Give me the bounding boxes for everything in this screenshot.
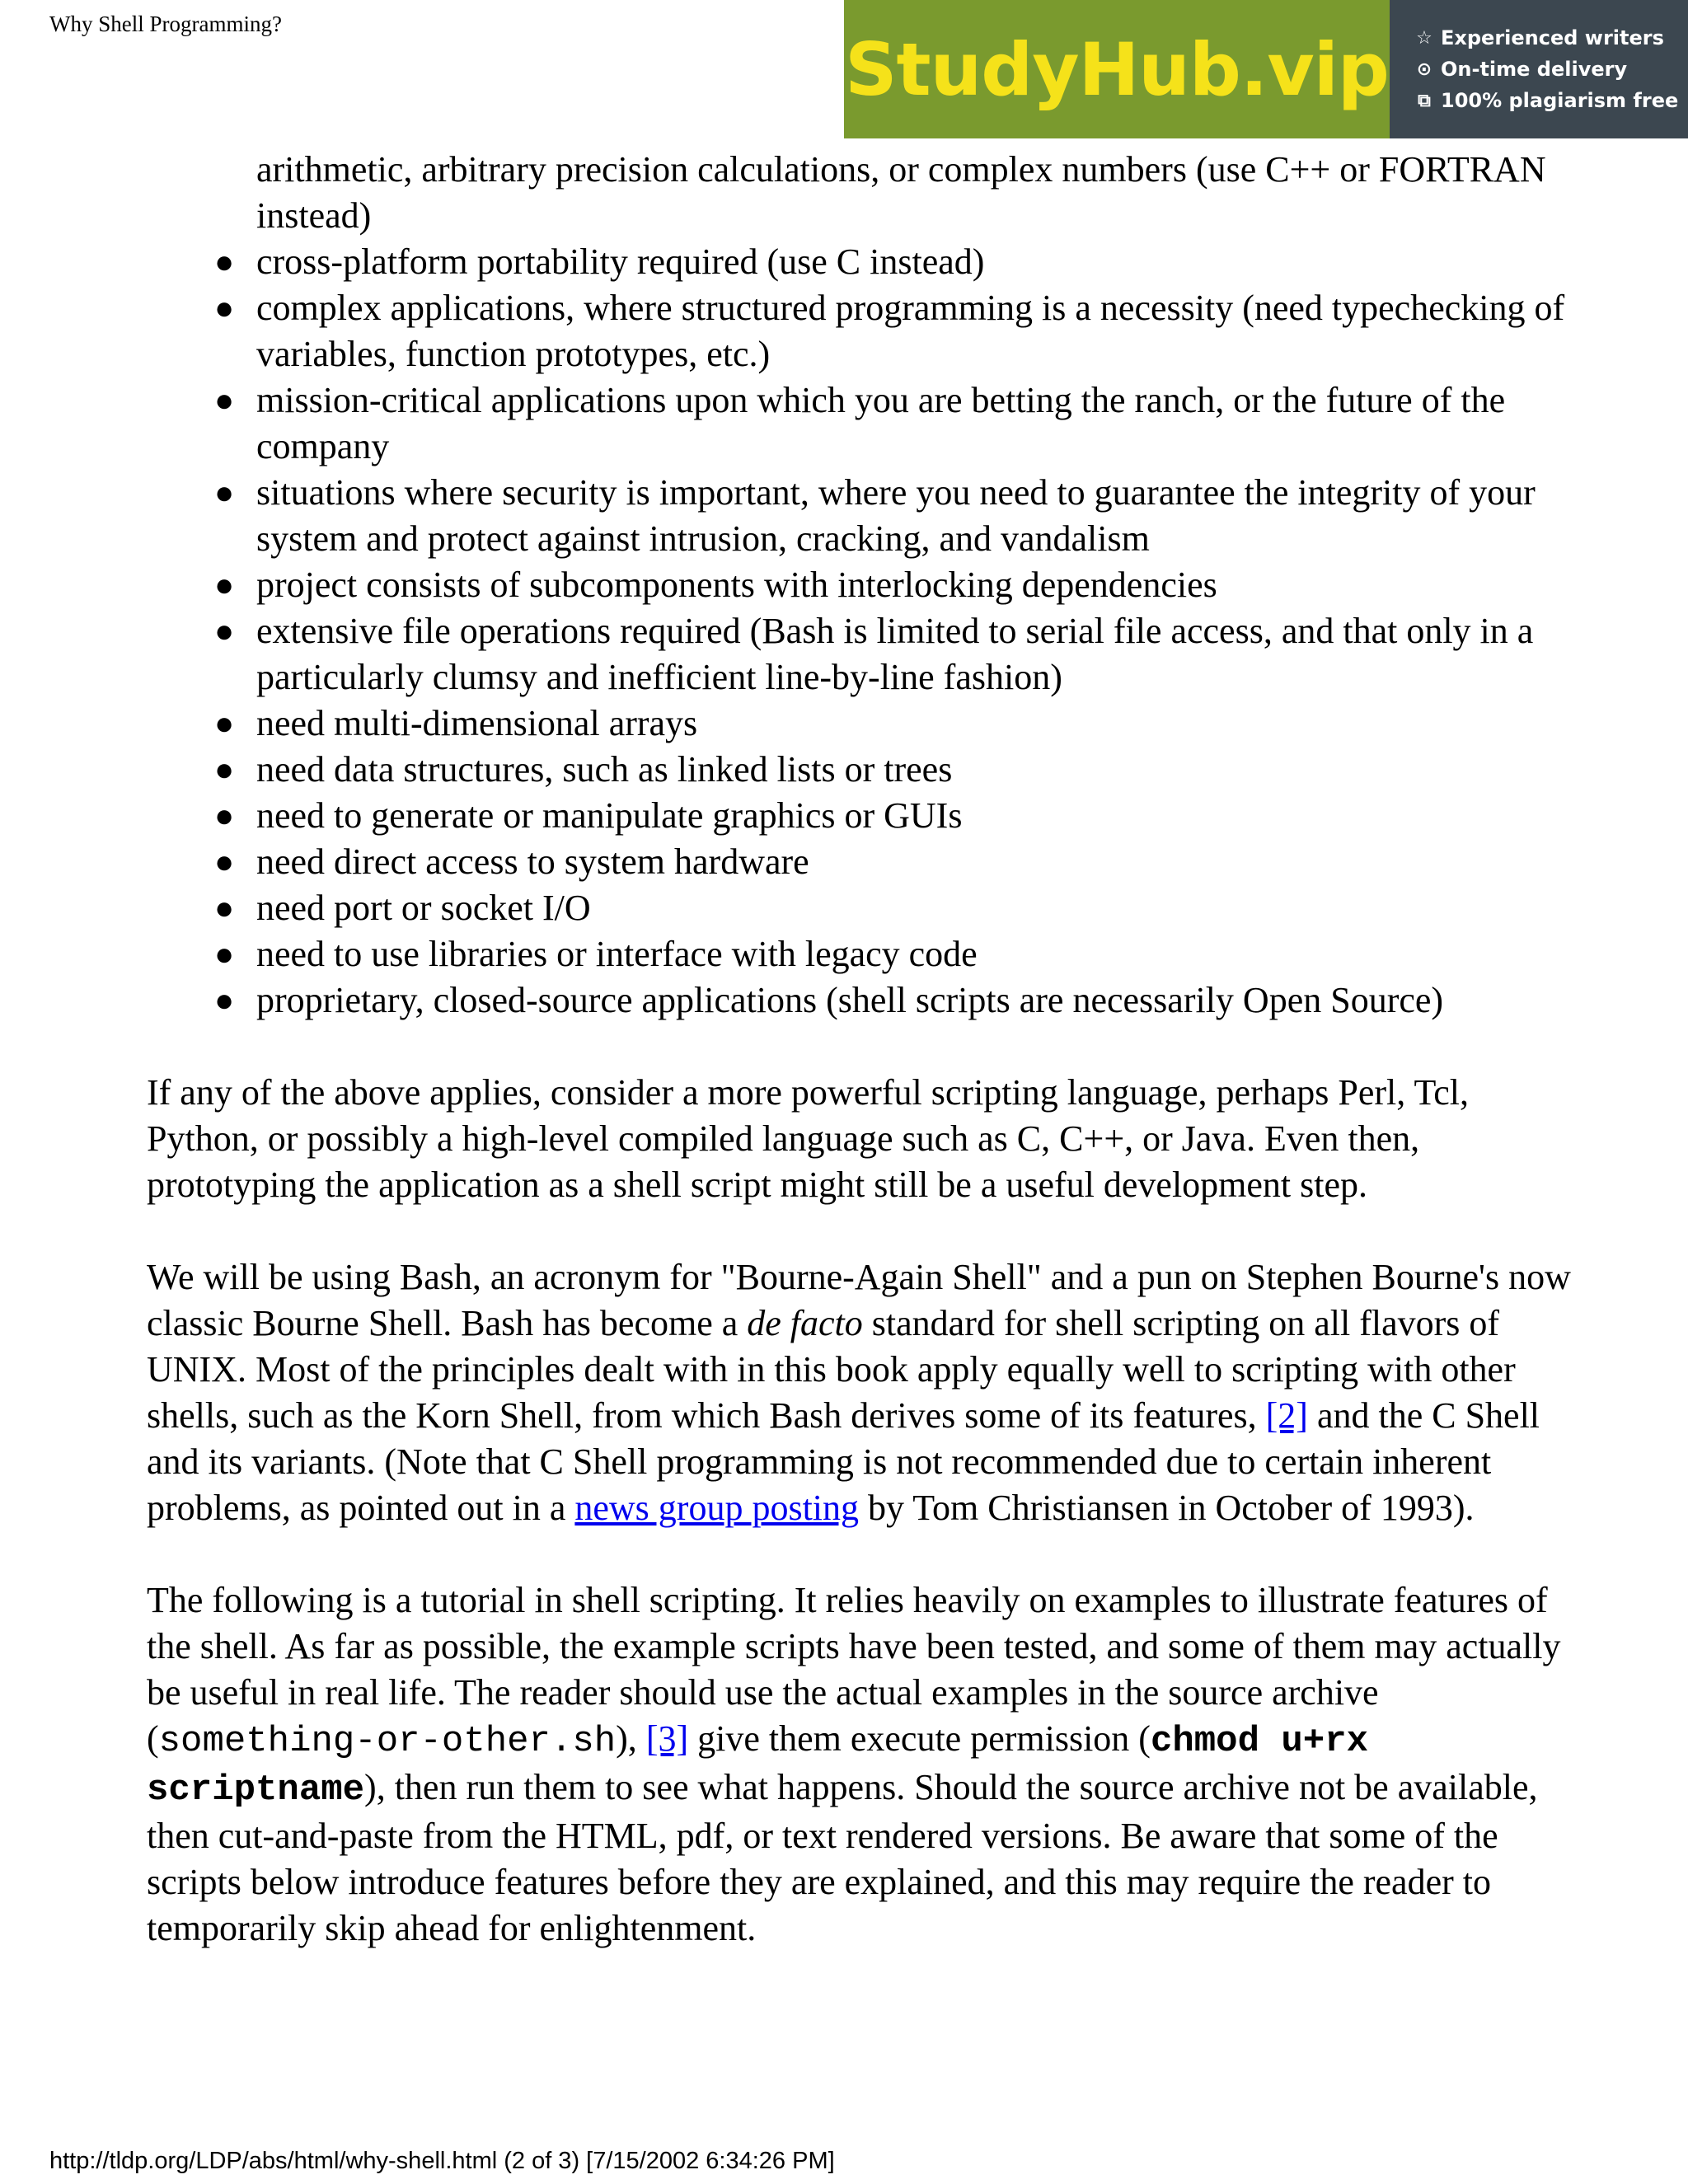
bullet-icon: ● — [214, 474, 235, 511]
bullet-icon: ● — [214, 289, 235, 326]
banner-features — [1390, 0, 1688, 138]
bullet-icon: ● — [214, 612, 235, 649]
list-item: ● project consists of subcomponents with interlocking dependencies — [147, 562, 1581, 608]
feature-experienced-writers — [1414, 26, 1688, 49]
footnote-link-2[interactable]: [2] — [1265, 1395, 1308, 1436]
bullet-icon: ● — [214, 982, 235, 1019]
bullet-icon: ● — [214, 705, 235, 742]
list-item: ● need to generate or manipulate graphics or GUIs — [147, 793, 1581, 839]
bullet-icon: ● — [214, 889, 235, 926]
feature-on-time-delivery — [1414, 58, 1688, 81]
bullet-icon: ● — [214, 243, 235, 280]
list-item: ● need multi-dimensional arrays — [147, 701, 1581, 747]
list-item: ● need port or socket I/O — [147, 885, 1581, 931]
list-item: ● need to use libraries or interface with legacy code — [147, 931, 1581, 977]
bullet-icon: ● — [214, 751, 235, 788]
list-item: ● complex applications, where structured programming is a necessity (need typechecking of variables, function prototypes, etc.) — [147, 285, 1581, 377]
footnote-link-3[interactable]: [3] — [645, 1718, 689, 1759]
document-body — [147, 147, 1581, 1952]
studyhub-banner[interactable] — [844, 0, 1688, 138]
feature-label: On-time delivery — [1441, 58, 1628, 81]
code-command: chmod u+rx scriptname — [147, 1721, 1368, 1811]
bullet-icon: ● — [214, 843, 235, 880]
list-item: ● situations where security is important, where you need to guarantee the integrity of your system and protect against intrusion, cracking, and vandalism — [147, 470, 1581, 562]
bullet-icon: ● — [214, 566, 235, 603]
list-item-continuation: arithmetic, arbitrary precision calculations, or complex numbers (use C++ or FORTRAN instead) — [256, 149, 1546, 236]
studyhub-logo[interactable]: StudyHub.vip — [845, 26, 1389, 112]
paragraph-bash-intro: We will be using Bash, an acronym for "Bourne-Again Shell" and a pun on Stephen Bourne's now classic Bourne Shell. Bash has become a de facto standard for shell scripting on all flavors of UNIX. Most of the principles dealt with in this book apply equally well to scripting with other shells, such as the Korn Shell, from which Bash derives some of its features, [2] and the C Shell and its variants. (Note that C Shell programming is not recommended due to certain inherent problems, as pointed out in a news group posting by Tom Christiansen in October of 1993). — [147, 1257, 1571, 1528]
page-footer-url: http://tldp.org/LDP/abs/html/why-shell.html (2 of 3) [7/15/2002 6:34:26 PM] — [49, 2148, 835, 2174]
list-item: ● proprietary, closed-source applications (shell scripts are necessarily Open Source) — [147, 977, 1581, 1024]
feature-label: 100% plagiarism free — [1441, 89, 1679, 112]
list-item: ● cross-platform portability required (use C instead) — [147, 239, 1581, 285]
clock-icon: ⊙ — [1416, 59, 1432, 80]
list-item: ● need data structures, such as linked lists or trees — [147, 747, 1581, 793]
news-group-posting-link[interactable]: news group posting — [574, 1488, 860, 1528]
banner-logo-area[interactable] — [844, 0, 1390, 138]
feature-plagiarism-free — [1414, 89, 1688, 112]
copy-icon: ⧉ — [1418, 90, 1431, 111]
page-header-title: Why Shell Programming? — [49, 12, 282, 36]
star-icon: ☆ — [1416, 27, 1432, 49]
list-item: ● need direct access to system hardware — [147, 839, 1581, 885]
list-item: ● extensive file operations required (Bash is limited to serial file access, and that only in a particularly clumsy and inefficient line-by-line fashion) — [147, 608, 1581, 701]
feature-label: Experienced writers — [1441, 26, 1664, 49]
list-item: ● mission-critical applications upon which you are betting the ranch, or the future of the company — [147, 377, 1581, 470]
bullet-icon: ● — [214, 382, 235, 419]
paragraph-tutorial: The following is a tutorial in shell scripting. It relies heavily on examples to illustrate features of the shell. As far as possible, the example scripts have been tested, and some of them may actually be useful in real life. The reader should use the actual examples in the source archive (something-or-other.sh), [3] give them execute permission (chmod u+rx scriptname), then run them to see what happens. Should the source archive not be available, then cut-and-paste from the HTML, pdf, or text rendered versions. Be aware that some of the scripts below introduce features before they are explained, and this may require the reader to temporarily skip ahead for enlightenment. — [147, 1580, 1561, 1948]
code-filename: something-or-other.sh — [158, 1721, 617, 1762]
italic-de-facto: de facto — [747, 1303, 863, 1343]
bullet-icon: ● — [214, 797, 235, 834]
limitations-list — [147, 239, 1581, 1024]
bullet-icon: ● — [214, 935, 235, 972]
paragraph-alternatives: If any of the above applies, consider a more powerful scripting language, perhaps Perl, Tcl, Python, or possibly a high-level compiled language such as C, C++, or Java. Even then, prototyping the application as a shell script might still be a useful development step. — [147, 1072, 1470, 1205]
